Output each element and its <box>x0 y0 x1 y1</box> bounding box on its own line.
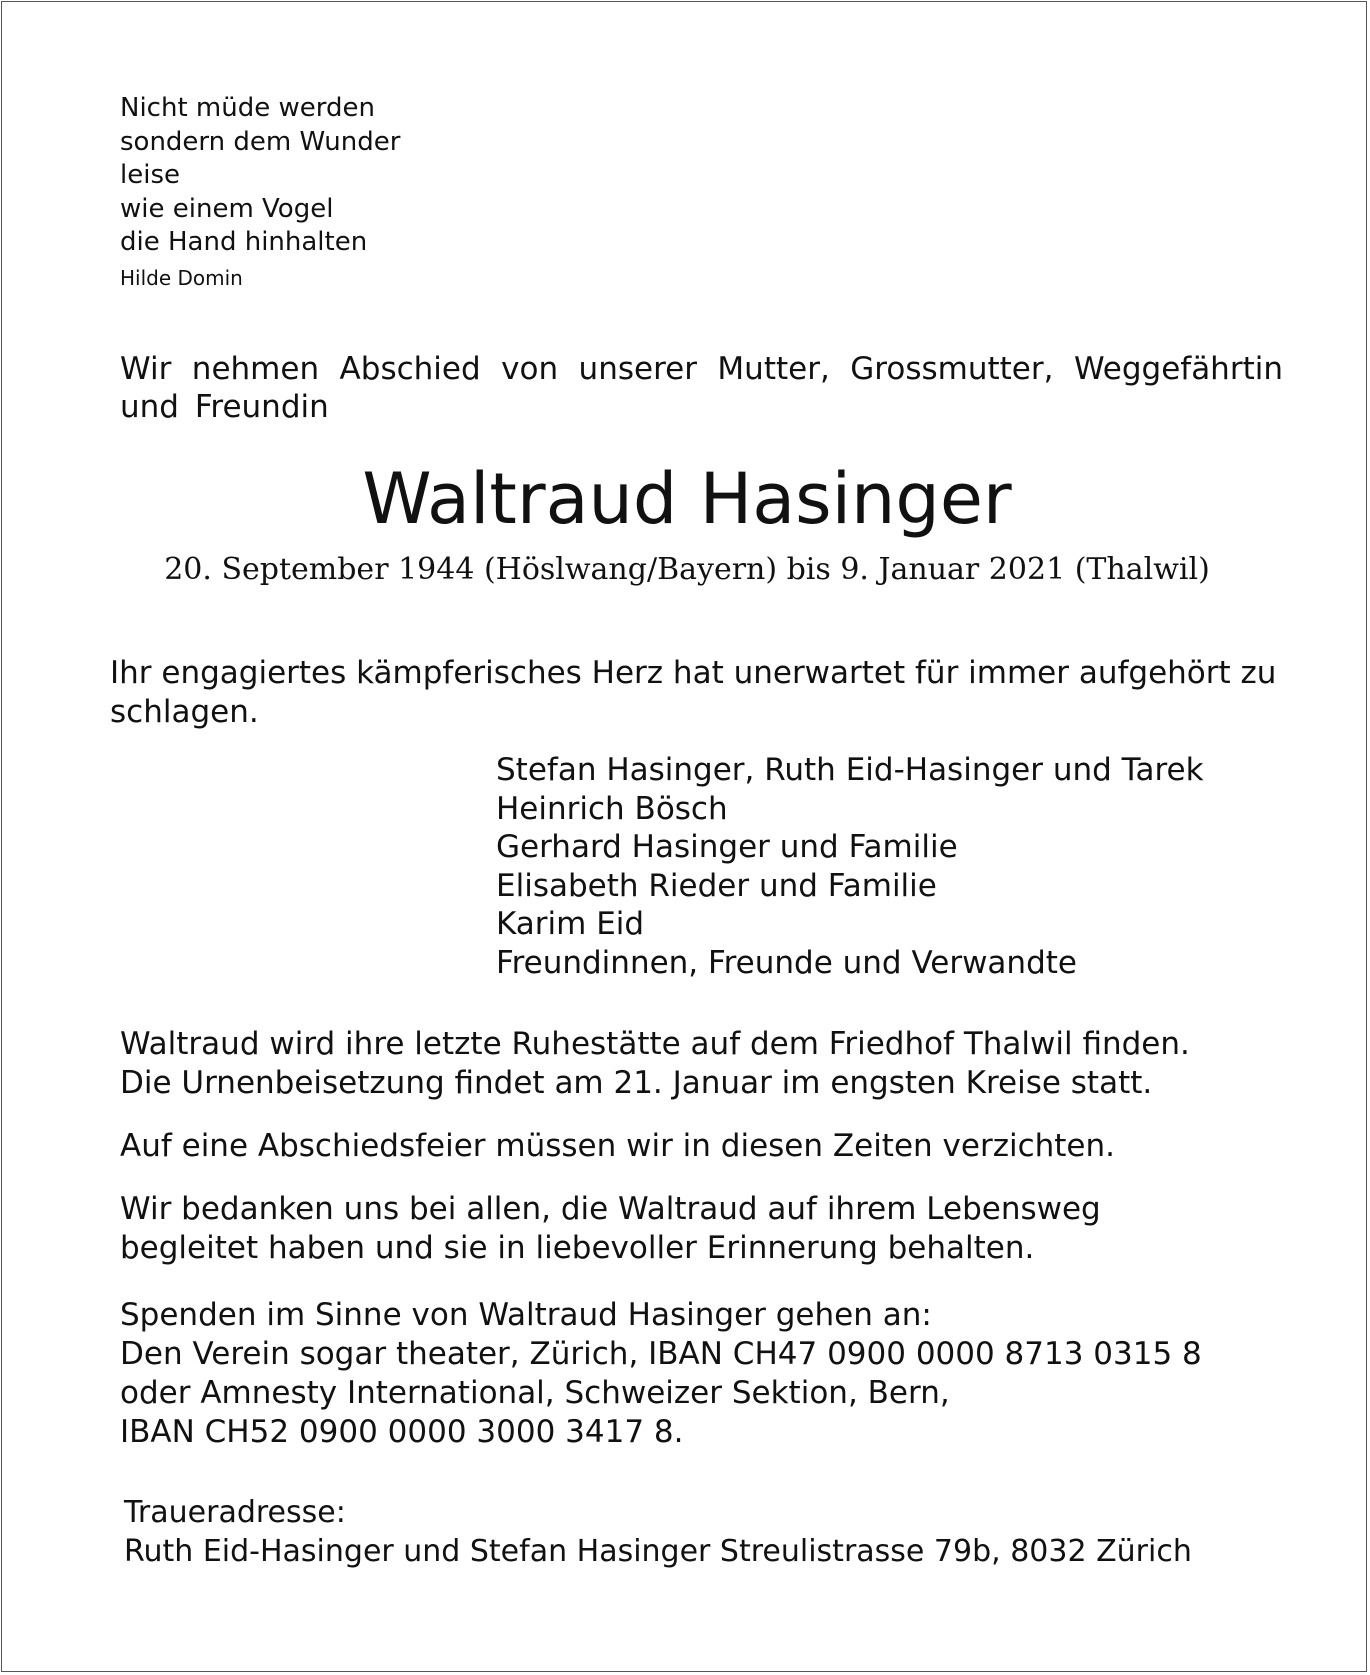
mourner-entry: Heinrich Bösch <box>496 790 728 827</box>
poem <box>120 92 400 292</box>
mourning-address <box>124 1493 1192 1571</box>
donations-paragraph <box>120 1296 1280 1452</box>
farewell-ceremony-paragraph <box>120 1127 1280 1166</box>
poem-author: Hilde Domin <box>120 265 243 290</box>
poem-line: Nicht müde werden <box>120 93 375 123</box>
mourner-entry: Gerhard Hasinger und Familie <box>496 829 958 865</box>
deceased-name: Waltraud Hasinger <box>362 458 1012 540</box>
resting-place-line: Waltraud wird ihre letzte Ruhestätte auf dem Friedhof Thalwil finden. <box>120 1026 1190 1062</box>
thanks-line: Wir bedanken uns bei allen, die Waltraud auf ihrem Lebensweg <box>120 1191 1101 1227</box>
farewell-intro: Wir nehmen Abschied von unserer Mutter, Grossmutter, Weggefährtin und Freundin <box>120 351 1283 425</box>
mourner-entry: Freundinnen, Freunde und Verwandte <box>496 944 1077 981</box>
donation-iban: IBAN CH52 0900 0000 3000 3417 8. <box>120 1414 684 1450</box>
thanks-line: begleitet haben und sie in liebevoller Erinnerung behalten. <box>120 1230 1035 1266</box>
burial-line: Die Urnenbeisetzung findet am 21. Januar im engsten Kreise statt. <box>120 1065 1153 1101</box>
mourner-entry: Stefan Hasinger, Ruth Eid-Hasinger und Tarek <box>496 752 1204 788</box>
address-text: Ruth Eid-Hasinger und Stefan Hasinger Streulistrasse 79b, 8032 Zürich <box>124 1534 1192 1569</box>
obituary-notice <box>1 1 1367 1672</box>
donation-recipient: oder Amnesty International, Schweizer Sektion, Bern, <box>120 1375 950 1411</box>
donations-heading: Spenden im Sinne von Waltraud Hasinger gehen an: <box>120 1297 932 1333</box>
poem-line: die Hand hinhalten <box>120 227 368 257</box>
life-dates: 20. September 1944 (Höslwang/Bayern) bis 9. Januar 2021 (Thalwil) <box>164 552 1210 587</box>
donation-recipient: Den Verein sogar theater, Zürich, IBAN CH47 0900 0000 8713 0315 8 <box>120 1336 1202 1372</box>
farewell-ceremony-line: Auf eine Abschiedsfeier müssen wir in diesen Zeiten verzichten. <box>120 1128 1115 1164</box>
mourners-list <box>496 751 1204 982</box>
poem-line: wie einem Vogel <box>120 193 334 224</box>
heart-statement: Ihr engagiertes kämpferisches Herz hat unerwartet für immer aufgehört zu schlagen. <box>110 655 1277 730</box>
address-label: Traueradresse: <box>124 1495 346 1530</box>
poem-line: sondern dem Wunder <box>120 126 401 157</box>
poem-line: leise <box>120 160 180 190</box>
thanks-paragraph <box>120 1190 1280 1268</box>
mourner-entry: Elisabeth Rieder und Familie <box>496 867 937 904</box>
mourner-entry: Karim Eid <box>496 906 645 942</box>
resting-place-paragraph <box>120 1025 1280 1103</box>
